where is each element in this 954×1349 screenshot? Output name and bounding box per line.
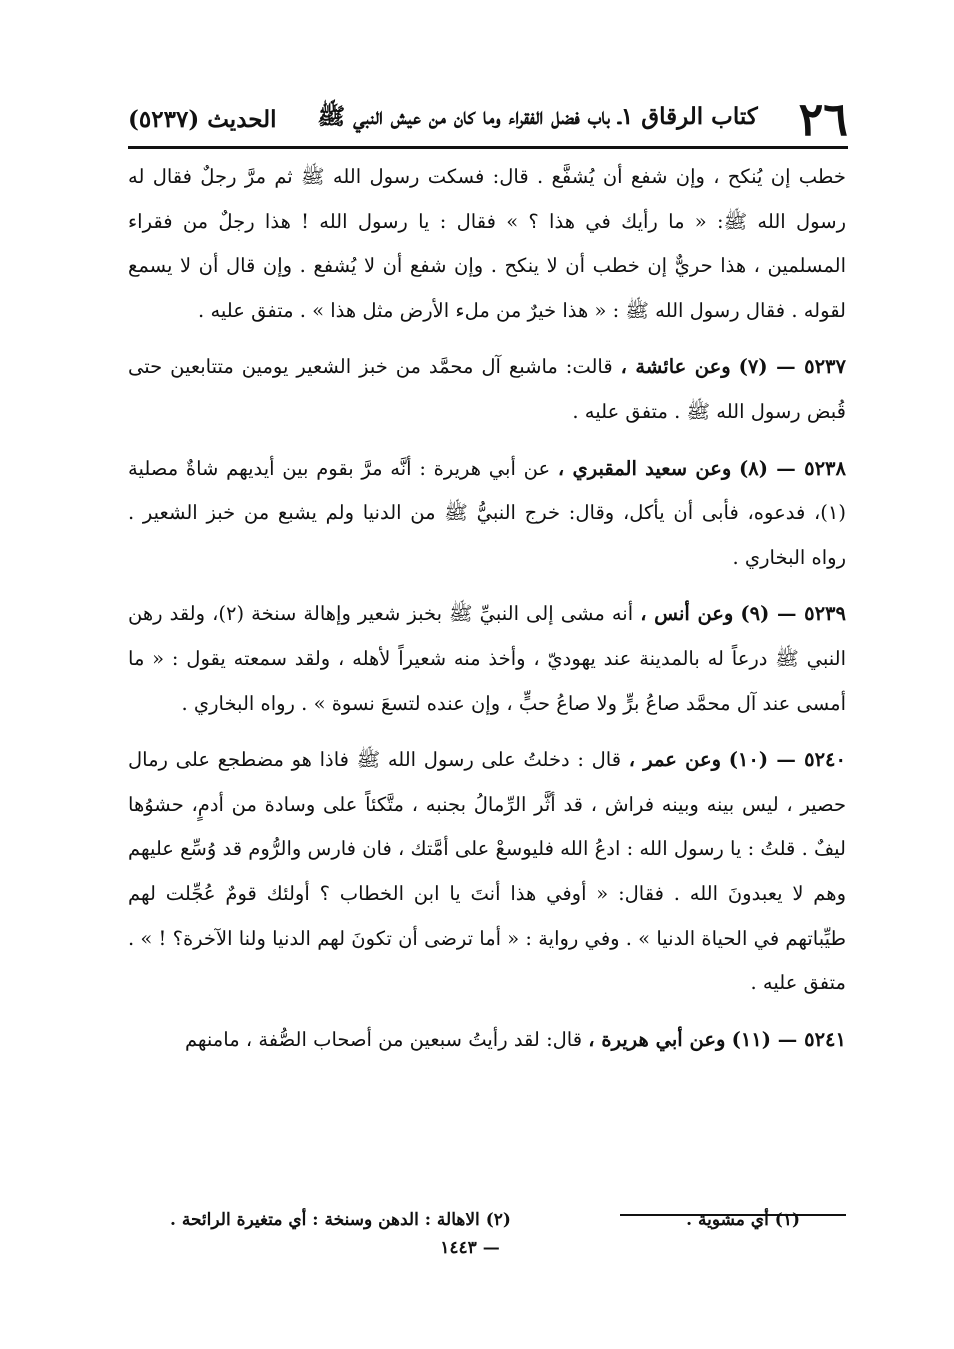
hadith-paragraph: [128, 592, 846, 726]
narrator: وعن عمر ،: [628, 748, 722, 772]
paragraph-text: عن أبي هريرة : أنَّه مرَّ بقوم بين أيديهم شاةٌ مصلية (١)، فدعوه، فأبى أن يأكل، وقال: خرج النبيُّ ﷺ من الدنيا ولم يشبع من خبز الشعير . رواه البخاري .: [128, 456, 846, 569]
hadith-paragraph: [128, 447, 846, 581]
hadith-reference: الحديث (٥٢٣٧): [128, 105, 277, 133]
page-body: [128, 155, 846, 1062]
paragraph-text: قال: لقد رأيتُ سبعين من أصحاب الصُّفة ، مامنهم: [184, 1027, 583, 1051]
hadith-number: ٥٢٤٠ — (١٠): [728, 748, 846, 772]
narrator: وعن أبي هريرة ،: [588, 1027, 726, 1051]
header-rule: [128, 146, 848, 149]
hadith-number: ٥٢٤١ — (١١): [731, 1027, 846, 1051]
hadith-paragraph: [128, 738, 846, 1006]
paragraph-text: خطب إن يُنكح ، وإن شفع أن يُشفَّع . قال: فسكت رسول الله ﷺ ثم مرَّ رجلٌ فقال له رسول الله ﷺ: « ما رأيك في هذا ؟ » فقال : يا رسول الله ! هذا رجلٌ من فقراء المسلمين ، هذا حريٌّ إن خطب أن لا ينكح . وإن شفع أن لا يُشفع . وإن قال أن لا يسمع لقوله . فقال رسول الله ﷺ : « هذا خيرٌ من ملء الأرض مثل هذا » . متفق عليه .: [128, 165, 846, 322]
footnote-1: (١) أي مشوية .: [686, 1210, 800, 1230]
footnote-2: (٢) الاهالة : الدهن وسنخة : أي متغيرة الرائحة .: [170, 1210, 511, 1230]
hadith-paragraph: [128, 345, 846, 434]
hadith-number: ٥٢٣٩ — (٩): [740, 602, 846, 626]
paragraph: [128, 155, 846, 333]
paragraph-text: قال : دخلتُ على رسول الله ﷺ فاذا هو مضطجع على رمال حصير ، ليس بينه وبينه فراش ، قد أثَّر الرِّمالُ بجنبه ، متَّكئاً على وسادة من أدمٍ، حشوُها ليفٌ . قلتُ : يا رسول الله : ادعُ الله فليوسعْ على أمَّتك ، فان فارس والرُّوم قد وُسِّع عليهم وهم لا يعبدونَ الله . فقال: « أوفي هذا أنتَ يا ابن الخطاب ؟ أولئك قومٌ عُجِّلت لهم طيِّباتهم في الحياة الدنيا » . وفي رواية : « أما ترضى أن تكونَ لهم الدنيا ولنا الآخرة؟ ! » . متفق عليه .: [128, 748, 846, 995]
paragraph-text: أنه مشى إلى النبيِّ ﷺ بخبز شعير وإهالة سنخة (٢)، ولقد رهن النبي ﷺ درعاً له بالمدينة عند يهوديّ ، وأخذ منه شعيراً لأهله ، ولقد سمعته يقول : « ما أمسى عند آل محمَّد صاعُ برٍّ ولا صاعُ حبٍّ ، وإن عنده لتسعَ نسوة » . رواه البخاري .: [128, 602, 846, 715]
page-header: [128, 92, 848, 146]
hadith-number: ٥٢٣٨ — (٨): [739, 456, 846, 480]
narrator: وعن عائشة ،: [620, 355, 731, 379]
hadith-paragraph: [128, 1018, 846, 1063]
narrator: وعن سعيد المقبري ،: [557, 456, 732, 480]
running-title: كتاب الرقاق ١ـ باب فضل الفقراء وما كان من عيش النبي ﷺ: [317, 103, 758, 130]
paragraph-text: قالت: ماشبع آل محمَّد من خبز الشعير يومين متتابعين حتى قُبض رسول الله ﷺ . متفق عليه .: [128, 355, 846, 423]
footnotes: [170, 1210, 800, 1230]
narrator: وعن أنس ،: [640, 602, 734, 626]
folio-number: — ١٤٤٣: [440, 1238, 500, 1258]
hadith-number: ٥٢٣٧ — (٧): [738, 355, 846, 379]
page-number: ٢٦: [798, 92, 848, 146]
